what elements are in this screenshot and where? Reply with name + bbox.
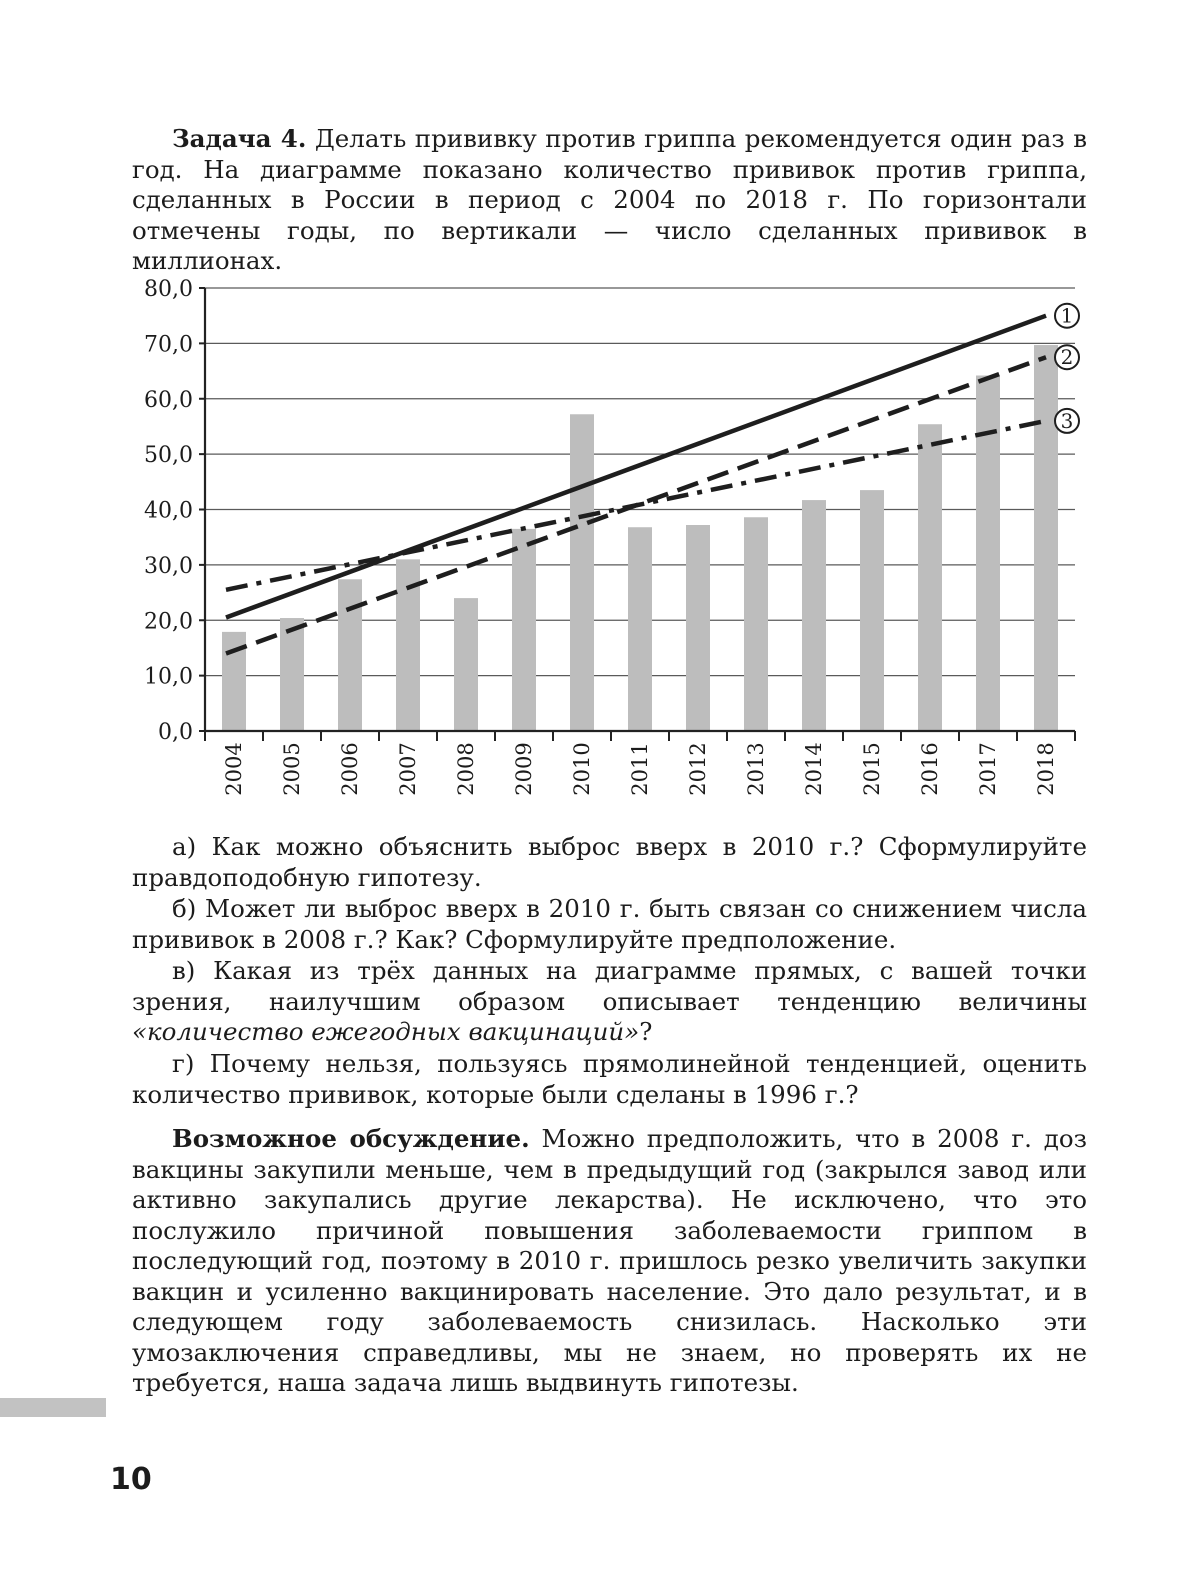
- x-tick-label: 2010: [570, 742, 594, 796]
- vaccination-bar-chart: [120, 270, 1100, 810]
- bar-2014: [802, 500, 826, 731]
- x-tick-label: 2005: [280, 742, 304, 796]
- y-tick-label: 10,0: [144, 664, 193, 690]
- x-tick-label: 2016: [918, 742, 942, 796]
- svg-text:1: 1: [1060, 303, 1074, 328]
- x-tick-label: 2004: [222, 742, 246, 796]
- bar-2008: [454, 598, 478, 731]
- svg-text:3: 3: [1060, 408, 1074, 433]
- bar-2013: [744, 517, 768, 731]
- bar-2015: [860, 490, 884, 731]
- page-number: 10: [110, 1462, 152, 1497]
- bar-2017: [976, 375, 1000, 731]
- y-tick-label: 40,0: [144, 498, 193, 524]
- y-tick-label: 60,0: [144, 387, 193, 413]
- question-b: б) Может ли выброс вверх в 2010 г. быть связан со снижением числа прививок в 2008 г.? Как? Сформулируйте предположение.: [132, 894, 1087, 954]
- bar-2011: [628, 527, 652, 731]
- question-a: а) Как можно объяснить выброс вверх в 2010 г.? Сформулируйте правдоподобную гипотезу.: [132, 832, 1087, 892]
- question-g: г) Почему нельзя, пользуясь прямолинейной тенденцией, оценить количество прививок, которые были сделаны в 1996 г.?: [132, 1049, 1087, 1109]
- svg-text:2: 2: [1060, 345, 1074, 370]
- discussion-paragraph: [132, 1124, 1087, 1399]
- y-tick-label: 30,0: [144, 553, 193, 579]
- y-tick-label: 50,0: [144, 443, 193, 469]
- question-v-italic: «количество ежегодных вакцинаций»: [132, 1017, 640, 1046]
- y-tick-label: 20,0: [144, 609, 193, 635]
- x-axis: [205, 731, 1075, 796]
- x-tick-label: 2012: [686, 742, 710, 796]
- bar-2010: [570, 414, 594, 731]
- bar-2009: [512, 529, 536, 731]
- bar-2018: [1034, 345, 1058, 731]
- x-tick-label: 2017: [976, 742, 1000, 796]
- x-tick-label: 2018: [1034, 742, 1058, 796]
- x-tick-label: 2006: [338, 742, 362, 796]
- y-axis: [144, 277, 205, 745]
- question-v-text: в) Какая из трёх данных на диаграмме прямых, с вашей точки зрения, наилучшим образом описывает тенденцию величины: [132, 956, 1087, 1016]
- y-tick-label: 0,0: [158, 720, 193, 745]
- discussion-label: Возможное обсуждение.: [172, 1124, 530, 1153]
- chart-bars: [222, 345, 1058, 731]
- y-tick-label: 70,0: [144, 332, 193, 358]
- question-v: [132, 956, 1087, 1048]
- y-tick-label: 80,0: [144, 277, 193, 302]
- page-margin-band: [0, 1398, 106, 1417]
- task-label: Задача 4.: [172, 124, 307, 153]
- x-tick-label: 2015: [860, 742, 884, 796]
- x-tick-label: 2009: [512, 742, 536, 796]
- bar-2005: [280, 618, 304, 731]
- task-paragraph: [132, 124, 1087, 277]
- x-tick-label: 2007: [396, 742, 420, 796]
- x-tick-label: 2014: [802, 742, 826, 796]
- x-tick-label: 2011: [628, 742, 652, 796]
- bar-2012: [686, 525, 710, 731]
- x-tick-label: 2008: [454, 742, 478, 796]
- bar-2006: [338, 579, 362, 731]
- bar-2016: [918, 424, 942, 731]
- x-tick-label: 2013: [744, 742, 768, 796]
- discussion-text: Можно предположить, что в 2008 г. доз вакцины закупили меньше, чем в предыдущий год (закрылся завод или активно закупались другие лекарства). Не исключено, что это послужило причиной повышения заболеваемости гриппом в последующий год, поэтому в 2010 г. пришлось резко увеличить закупки вакцин и усиленно вакцинировать население. Это дало результат, и в следующем году заболеваемость снизилась. Насколько эти умозаключения справедливы, мы не знаем, но проверять их не требуется, наша задача лишь выдвинуть гипотезы.: [132, 1124, 1087, 1397]
- question-v-end: ?: [639, 1017, 653, 1046]
- task-text: Делать прививку против гриппа рекомендуется один раз в год. На диаграмме показано количество прививок против гриппа, сделанных в России в период с 2004 по 2018 г. По горизонтали отмечены годы, по вертикали — число сделанных прививок в миллионах.: [132, 124, 1087, 275]
